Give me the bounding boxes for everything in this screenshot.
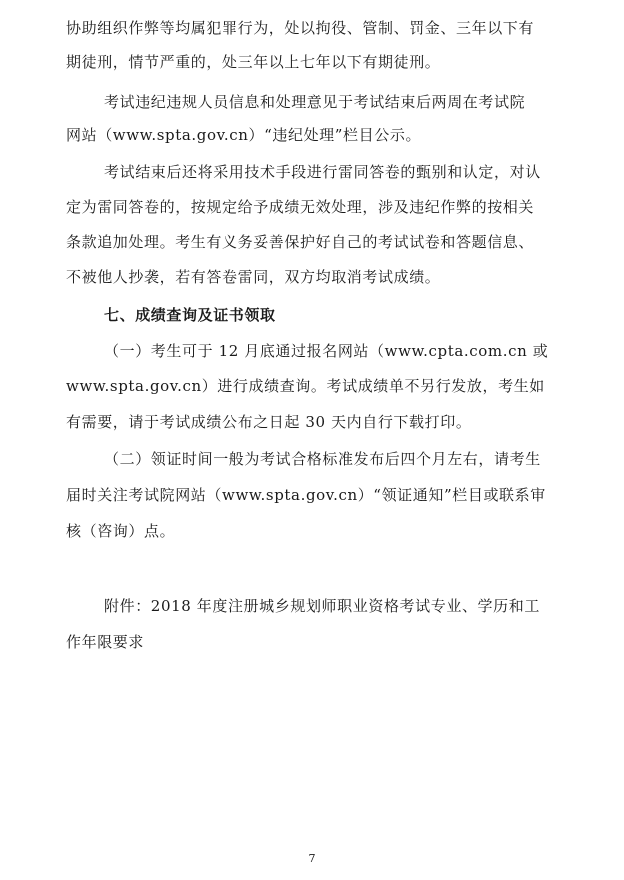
text-line: 届时关注考试院网站（www.spta.gov.cn）“领证通知”栏目或联系审 [66,486,546,504]
attachment-note: 作年限要求 [66,633,145,651]
text-line: www.spta.gov.cn）进行成绩查询。考试成绩单不另行发放，考生如 [66,377,545,395]
page-number: 7 [308,852,316,865]
text-line: 条款追加处理。考生有义务妥善保护好自己的考试试卷和答题信息、 [66,233,535,251]
text-line: 不被他人抄袭，若有答卷雷同，双方均取消考试成绩。 [66,268,441,286]
text-line: 网站（www.spta.gov.cn）“违纪处理”栏目公示。 [66,126,422,144]
text-line: （一）考生可于 12 月底通过报名网站（www.cpta.com.cn 或 [104,342,549,360]
text-line: （二）领证时间一般为考试合格标准发布后四个月左右，请考生 [104,450,541,468]
attachment-note: 附件：2018 年度注册城乡规划师职业资格考试专业、学历和工 [104,597,540,615]
text-line: 期徒刑，情节严重的，处三年以上七年以下有期徒刑。 [66,53,441,71]
text-line: 核（咨询）点。 [66,522,176,540]
text-line: 协助组织作弊等均属犯罪行为，处以拘役、管制、罚金、三年以下有 [66,19,535,37]
text-line: 定为雷同答卷的，按规定给予成绩无效处理，涉及违纪作弊的按相关 [66,198,535,216]
text-line: 考试违纪违规人员信息和处理意见于考试结束后两周在考试院 [104,93,526,111]
text-line: 有需要，请于考试成绩公布之日起 30 天内自行下载打印。 [66,413,472,431]
section-heading: 七、成绩查询及证书领取 [104,306,276,324]
text-line: 考试结束后还将采用技术手段进行雷同答卷的甄别和认定，对认 [104,163,541,181]
